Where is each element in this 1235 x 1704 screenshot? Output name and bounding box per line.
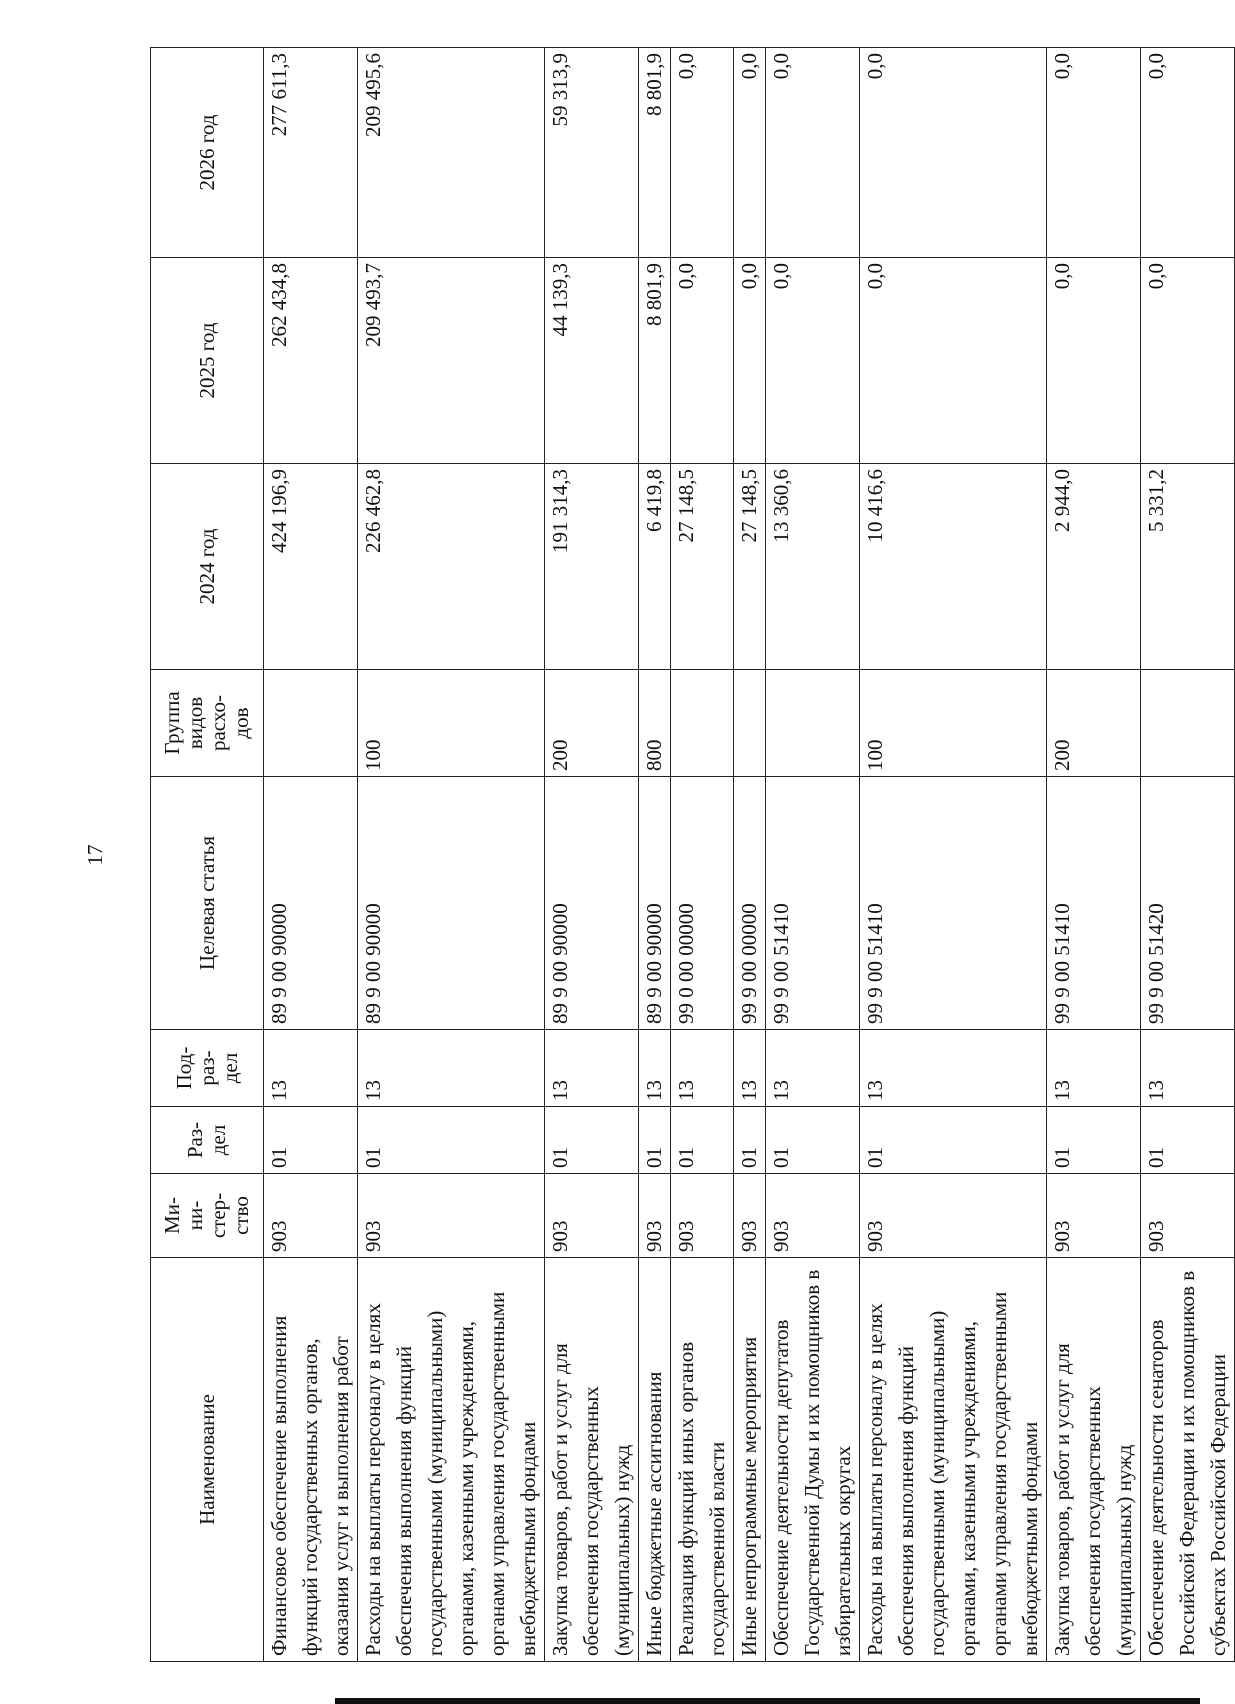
cell-2024: 6 419,8 [639,464,671,670]
cell-2026: 277 611,3 [264,48,358,258]
cell-ministry: 903 [734,1174,766,1258]
cell-section: 01 [1141,1107,1235,1174]
cell-2025: 262 434,8 [264,258,358,464]
header-section-label: Раз- дел [183,1121,230,1159]
cell-target: 99 9 00 51420 [1141,777,1235,1030]
budget-table [150,47,1235,1662]
cell-2024: 5 331,2 [1141,464,1235,670]
table-row [766,48,860,1662]
cell-name: Реализация функций иных органов государственной власти [671,1258,734,1662]
cell-subsection: 13 [1047,1030,1141,1107]
cell-expense-group: 200 [545,670,639,777]
cell-2026: 0,0 [671,48,734,258]
header-expense-group-label: Группа видов расхо- дов [160,691,253,755]
table-row [1141,48,1235,1662]
cell-target: 99 9 00 00000 [734,777,766,1030]
table-row [860,48,1047,1662]
cell-name: Обеспечение деятельности сенаторов Российской Федерации и их помощников в субъектах Российской Федерации [1141,1258,1235,1662]
cell-name: Финансовое обеспечение выполнения функций государственных органов, оказания услуг и выполнения работ [264,1258,358,1662]
cell-subsection: 13 [1141,1030,1235,1107]
cell-subsection: 13 [734,1030,766,1107]
cell-2024: 424 196,9 [264,464,358,670]
cell-target: 99 9 00 51410 [860,777,1047,1030]
cell-subsection: 13 [358,1030,545,1107]
cell-subsection: 13 [639,1030,671,1107]
cell-2024: 191 314,3 [545,464,639,670]
cell-2024: 13 360,6 [766,464,860,670]
cell-section: 01 [358,1107,545,1174]
table-row [264,48,358,1662]
cell-2026: 0,0 [1047,48,1141,258]
table-row [734,48,766,1662]
table-row [671,48,734,1662]
cell-2025: 0,0 [1047,258,1141,464]
cell-ministry: 903 [358,1174,545,1258]
cell-subsection: 13 [264,1030,358,1107]
cell-2024: 27 148,5 [734,464,766,670]
cell-expense-group: 800 [639,670,671,777]
cell-2026: 0,0 [766,48,860,258]
cell-section: 01 [545,1107,639,1174]
cell-ministry: 903 [1141,1174,1235,1258]
cell-name: Иные непрограммные мероприятия [734,1258,766,1662]
rotated-table-container [150,48,1230,1662]
cell-subsection: 13 [671,1030,734,1107]
cell-2026: 59 313,9 [545,48,639,258]
table-row [639,48,671,1662]
cell-2025: 8 801,9 [639,258,671,464]
cell-section: 01 [639,1107,671,1174]
cell-target: 89 9 00 90000 [264,777,358,1030]
table-row [358,48,545,1662]
cell-ministry: 903 [671,1174,734,1258]
cell-target: 89 9 00 90000 [639,777,671,1030]
cell-target: 99 0 00 00000 [671,777,734,1030]
cell-target: 89 9 00 90000 [358,777,545,1030]
cell-name: Расходы на выплаты персоналу в целях обеспечения выполнения функций государственными (муниципальными) органами, казенными учреждениями, органами управления государственными внебюджетными фондами [358,1258,545,1662]
cell-2025: 0,0 [734,258,766,464]
cell-2026: 8 801,9 [639,48,671,258]
cell-ministry: 903 [1047,1174,1141,1258]
cell-2024: 2 944,0 [1047,464,1141,670]
cell-section: 01 [264,1107,358,1174]
table-row [1047,48,1141,1662]
cell-expense-group: 200 [1047,670,1141,777]
header-subsection-label: Под- раз- дел [171,1046,242,1090]
header-ministry-label: Ми- ни- стер- ство [160,1192,253,1239]
cell-2025: 44 139,3 [545,258,639,464]
cell-2024: 10 416,6 [860,464,1047,670]
cell-name: Закупка товаров, работ и услуг для обеспечения государственных (муниципальных) нужд [1047,1258,1141,1662]
cell-subsection: 13 [860,1030,1047,1107]
page-number: 17 [83,844,107,866]
cell-2026: 0,0 [1141,48,1235,258]
cell-target: 99 9 00 51410 [1047,777,1141,1030]
header-2024: 2024 год [151,464,264,670]
cell-expense-group: 100 [358,670,545,777]
cell-expense-group [734,670,766,777]
cell-ministry: 903 [545,1174,639,1258]
bottom-rule [335,1698,1200,1704]
header-2026: 2026 год [151,48,264,258]
header-ministry [151,1174,264,1258]
cell-2025: 209 493,7 [358,258,545,464]
cell-section: 01 [766,1107,860,1174]
cell-expense-group [766,670,860,777]
cell-section: 01 [734,1107,766,1174]
cell-2026: 0,0 [860,48,1047,258]
cell-name: Закупка товаров, работ и услуг для обеспечения государственных (муниципальных) нужд [545,1258,639,1662]
header-name: Наименование [151,1258,264,1662]
cell-2025: 0,0 [766,258,860,464]
cell-name: Иные бюджетные ассигнования [639,1258,671,1662]
header-expense-group [151,670,264,777]
header-2025: 2025 год [151,258,264,464]
cell-target: 89 9 00 90000 [545,777,639,1030]
cell-name: Расходы на выплаты персоналу в целях обеспечения выполнения функций государственными (муниципальными) органами, казенными учреждениями, органами управления государственными внебюджетными фондами [860,1258,1047,1662]
cell-ministry: 903 [860,1174,1047,1258]
cell-2025: 0,0 [860,258,1047,464]
cell-subsection: 13 [766,1030,860,1107]
header-target: Целевая статья [151,777,264,1030]
cell-ministry: 903 [264,1174,358,1258]
cell-expense-group [671,670,734,777]
cell-target: 99 9 00 51410 [766,777,860,1030]
cell-2026: 0,0 [734,48,766,258]
cell-subsection: 13 [545,1030,639,1107]
header-subsection [151,1030,264,1107]
cell-2024: 27 148,5 [671,464,734,670]
cell-2024: 226 462,8 [358,464,545,670]
cell-section: 01 [671,1107,734,1174]
cell-expense-group: 100 [860,670,1047,777]
cell-expense-group [264,670,358,777]
cell-2025: 0,0 [1141,258,1235,464]
cell-section: 01 [860,1107,1047,1174]
cell-section: 01 [1047,1107,1141,1174]
cell-ministry: 903 [766,1174,860,1258]
cell-ministry: 903 [639,1174,671,1258]
header-section [151,1107,264,1174]
cell-expense-group [1141,670,1235,777]
cell-2026: 209 495,6 [358,48,545,258]
table-row [545,48,639,1662]
header-row [151,48,264,1662]
cell-2025: 0,0 [671,258,734,464]
cell-name: Обеспечение деятельности депутатов Государственной Думы и их помощников в избирательных округах [766,1258,860,1662]
